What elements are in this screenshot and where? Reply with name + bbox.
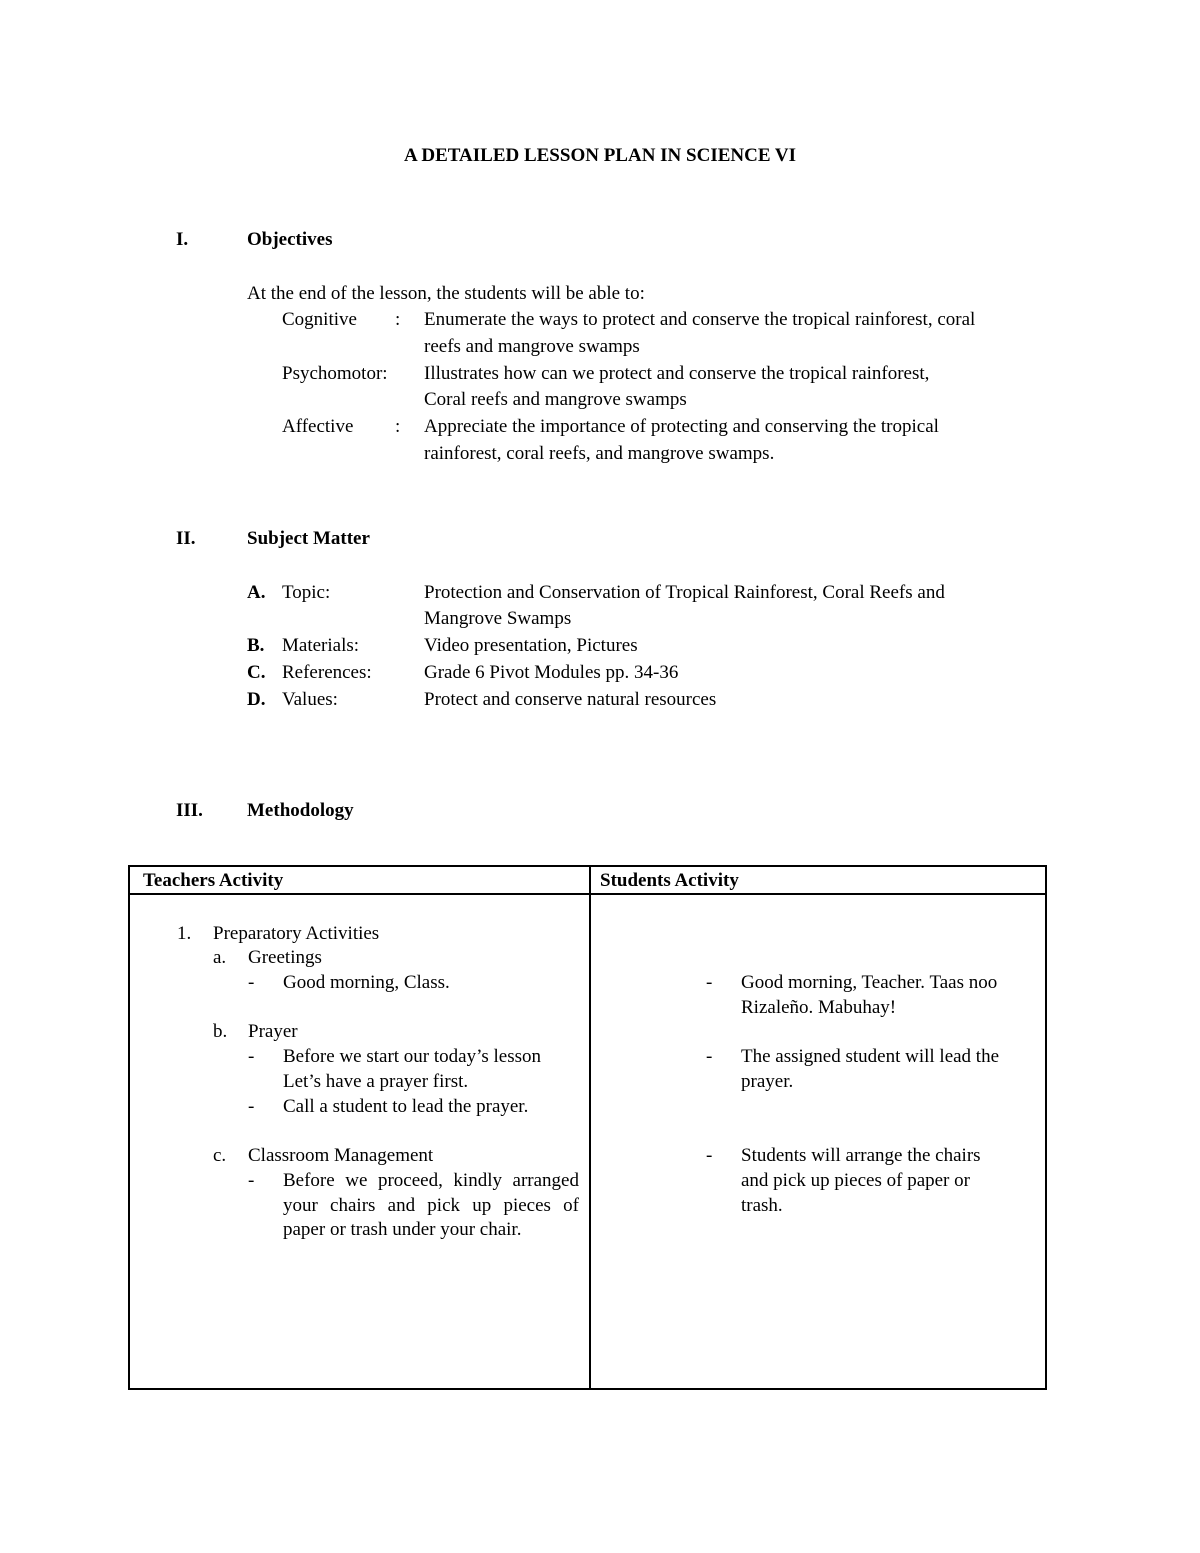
sub-letter: c.	[213, 1145, 227, 1166]
sub-label-prayer: Prayer	[248, 1021, 298, 1042]
bullet-dash: -	[706, 972, 713, 993]
subject-text: Protection and Conservation of Tropical Rainforest, Coral Reefs and	[424, 582, 945, 603]
step-label: Preparatory Activities	[213, 923, 380, 944]
subject-label-materials: Materials:	[282, 635, 360, 656]
objective-label-affective: Affective	[282, 416, 354, 437]
student-item: prayer.	[741, 1071, 794, 1092]
objective-colon: :	[395, 416, 401, 437]
subject-letter: A.	[247, 582, 266, 603]
sub-letter: b.	[213, 1021, 228, 1042]
sub-label-greetings: Greetings	[248, 947, 322, 968]
bullet-dash: -	[706, 1145, 713, 1166]
section-number-methodology: III.	[176, 800, 203, 821]
subject-letter: D.	[247, 689, 266, 710]
teacher-item: Let’s have a prayer first.	[283, 1071, 469, 1092]
step-number: 1.	[177, 923, 192, 944]
subject-text: Video presentation, Pictures	[424, 635, 638, 656]
bullet-dash: -	[248, 1170, 255, 1191]
objective-text: Coral reefs and mangrove swamps	[424, 389, 687, 410]
objective-text: Appreciate the importance of protecting and conserving the tropical	[424, 416, 939, 437]
student-item: Good morning, Teacher. Taas noo	[741, 972, 998, 993]
section-number-objectives: I.	[176, 229, 189, 250]
objective-text: reefs and mangrove swamps	[424, 336, 640, 357]
section-heading-subject-matter: Subject Matter	[247, 528, 370, 549]
section-number-subject-matter: II.	[176, 528, 196, 549]
subject-text: Protect and conserve natural resources	[424, 689, 717, 710]
table-column-divider	[589, 867, 591, 1388]
student-item: and pick up pieces of paper or	[741, 1170, 970, 1191]
subject-label-values: Values:	[282, 689, 338, 710]
teacher-item: Before we start our today’s lesson	[283, 1046, 542, 1067]
teacher-item: Good morning, Class.	[283, 972, 450, 993]
student-item: The assigned student will lead the	[741, 1046, 1000, 1067]
teacher-item: Before we proceed, kindly arranged your chairs and pick up pieces of paper or trash under your chair.	[283, 1170, 579, 1240]
bullet-dash: -	[706, 1046, 713, 1067]
table-header-students-activity: Students Activity	[600, 870, 739, 891]
objective-colon: :	[395, 309, 401, 330]
subject-letter: B.	[247, 635, 265, 656]
section-heading-methodology: Methodology	[247, 800, 354, 821]
subject-text: Grade 6 Pivot Modules pp. 34-36	[424, 662, 679, 683]
objectives-intro: At the end of the lesson, the students will be able to:	[247, 283, 645, 304]
sub-label-classroom-management: Classroom Management	[248, 1145, 434, 1166]
objective-label-psychomotor: Psychomotor:	[282, 363, 388, 384]
section-heading-objectives: Objectives	[247, 229, 333, 250]
bullet-dash: -	[248, 972, 255, 993]
objective-text: Enumerate the ways to protect and conserve the tropical rainforest, coral	[424, 309, 976, 330]
objective-text: Illustrates how can we protect and conserve the tropical rainforest,	[424, 363, 930, 384]
objective-label-cognitive: Cognitive	[282, 309, 357, 330]
bullet-dash: -	[248, 1046, 255, 1067]
document-title: A DETAILED LESSON PLAN IN SCIENCE VI	[403, 145, 797, 166]
student-item: Students will arrange the chairs	[741, 1145, 981, 1166]
sub-letter: a.	[213, 947, 227, 968]
bullet-dash: -	[248, 1096, 255, 1117]
subject-label-references: References:	[282, 662, 372, 683]
subject-text: Mangrove Swamps	[424, 608, 572, 629]
subject-letter: C.	[247, 662, 266, 683]
student-item: trash.	[741, 1195, 783, 1216]
student-item: Rizaleño. Mabuhay!	[741, 997, 897, 1018]
objective-text: rainforest, coral reefs, and mangrove swamps.	[424, 443, 775, 464]
subject-label-topic: Topic:	[282, 582, 331, 603]
table-header-teachers-activity: Teachers Activity	[143, 870, 284, 891]
teacher-item: Call a student to lead the prayer.	[283, 1096, 529, 1117]
methodology-table	[128, 865, 1047, 1390]
